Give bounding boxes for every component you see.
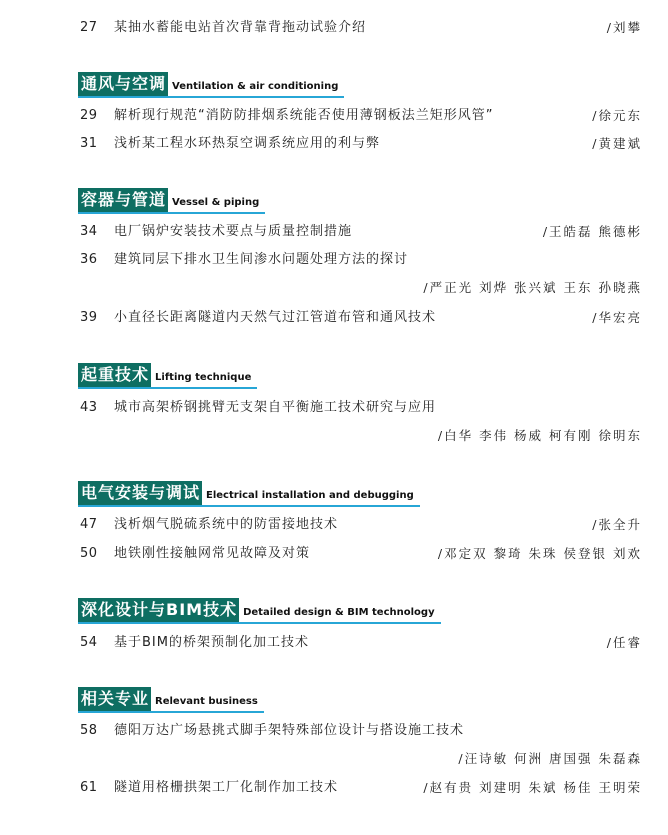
article-title[interactable]: 浅析某工程水环热泵空调系统应用的利与弊: [114, 136, 381, 151]
article-title[interactable]: 地铁刚性接触网常见故障及对策: [114, 546, 311, 561]
page-number: 36: [80, 252, 98, 267]
article-author: /汪诗敏 何洲 唐国强 朱磊森: [458, 751, 642, 766]
article-author: /赵有贵 刘建明 朱斌 杨佳 王明荣: [423, 780, 642, 795]
article-author: /任睿: [606, 635, 642, 650]
article-title[interactable]: 城市高架桥钢挑臂无支架自平衡施工技术研究与应用: [114, 400, 437, 415]
article-title[interactable]: 某抽水蓄能电站首次背靠背拖动试验介绍: [114, 20, 367, 35]
page-number: 27: [80, 20, 98, 35]
toc-entry[interactable]: [0, 221, 668, 243]
section-title-zh: 深化设计与BIM技术: [78, 598, 239, 622]
article-author: /白华 李伟 杨威 柯有刚 徐明东: [437, 428, 642, 443]
page-number: 61: [80, 780, 98, 795]
article-title[interactable]: 德阳万达广场悬挑式脚手架特殊部位设计与搭设施工技术: [114, 723, 465, 738]
section-title-en: Electrical installation and debugging: [206, 490, 414, 501]
toc-entry[interactable]: [0, 249, 668, 271]
section-title-en: Vessel & piping: [172, 197, 260, 208]
toc-entry[interactable]: [0, 543, 668, 565]
article-author: /邓定双 黎琦 朱珠 侯登银 刘欢: [437, 546, 642, 561]
page-number: 54: [80, 635, 98, 650]
section-header-lifting: [78, 363, 257, 389]
article-title[interactable]: 电厂锅炉安装技术要点与质量控制措施: [114, 224, 353, 239]
section-header-electrical: [78, 481, 420, 507]
article-author: /张全升: [592, 517, 642, 532]
toc-entry-authors: [0, 425, 668, 447]
toc-entry[interactable]: [0, 17, 668, 39]
section-title-zh: 通风与空调: [78, 72, 168, 96]
section-header-relevant-business: [78, 687, 264, 713]
page-number: 50: [80, 546, 98, 561]
toc-entry[interactable]: [0, 133, 668, 155]
section-title-en: Ventilation & air conditioning: [172, 81, 339, 92]
page-number: 34: [80, 224, 98, 239]
page-number: 29: [80, 108, 98, 123]
toc-entry[interactable]: [0, 632, 668, 654]
section-header-vessel-piping: [78, 188, 265, 214]
toc-entry[interactable]: [0, 307, 668, 329]
section-header-bim: [78, 598, 441, 624]
toc-entry[interactable]: [0, 720, 668, 742]
section-title-zh: 容器与管道: [78, 188, 168, 212]
section-title-zh: 电气安装与调试: [78, 481, 202, 505]
toc-entry[interactable]: [0, 105, 668, 127]
article-author: /严正光 刘烨 张兴斌 王东 孙晓燕: [423, 280, 642, 295]
article-author: /徐元东: [592, 108, 642, 123]
section-title-en: Lifting technique: [155, 372, 252, 383]
article-title[interactable]: 小直径长距离隧道内天然气过江管道布管和通风技术: [114, 310, 437, 325]
toc-entry[interactable]: [0, 777, 668, 799]
article-title[interactable]: 解析现行规范“消防防排烟系统能否使用薄钢板法兰矩形风管”: [114, 108, 494, 123]
article-author: /刘攀: [606, 20, 642, 35]
article-title[interactable]: 浅析烟气脱硫系统中的防雷接地技术: [114, 517, 339, 532]
page-number: 43: [80, 400, 98, 415]
toc-entry[interactable]: [0, 514, 668, 536]
article-title[interactable]: 隧道用格栅拱架工厂化制作加工技术: [114, 780, 339, 795]
section-title-en: Relevant business: [155, 696, 258, 707]
toc-entry[interactable]: [0, 397, 668, 419]
page-number: 58: [80, 723, 98, 738]
article-author: /华宏亮: [592, 310, 642, 325]
section-title-zh: 起重技术: [78, 363, 151, 387]
toc-entry-authors: [0, 277, 668, 299]
page-number: 31: [80, 136, 98, 151]
article-author: /黄建斌: [592, 136, 642, 151]
page-number: 47: [80, 517, 98, 532]
toc-entry-authors: [0, 748, 668, 770]
section-header-ventilation: [78, 72, 344, 98]
section-title-en: Detailed design & BIM technology: [243, 607, 435, 618]
article-title[interactable]: 建筑同层下排水卫生间渗水问题处理方法的探讨: [114, 252, 409, 267]
page-number: 39: [80, 310, 98, 325]
article-title[interactable]: 基于BIM的桥架预制化加工技术: [114, 635, 309, 650]
section-title-zh: 相关专业: [78, 687, 151, 711]
article-author: /王皓磊 熊德彬: [542, 224, 642, 239]
